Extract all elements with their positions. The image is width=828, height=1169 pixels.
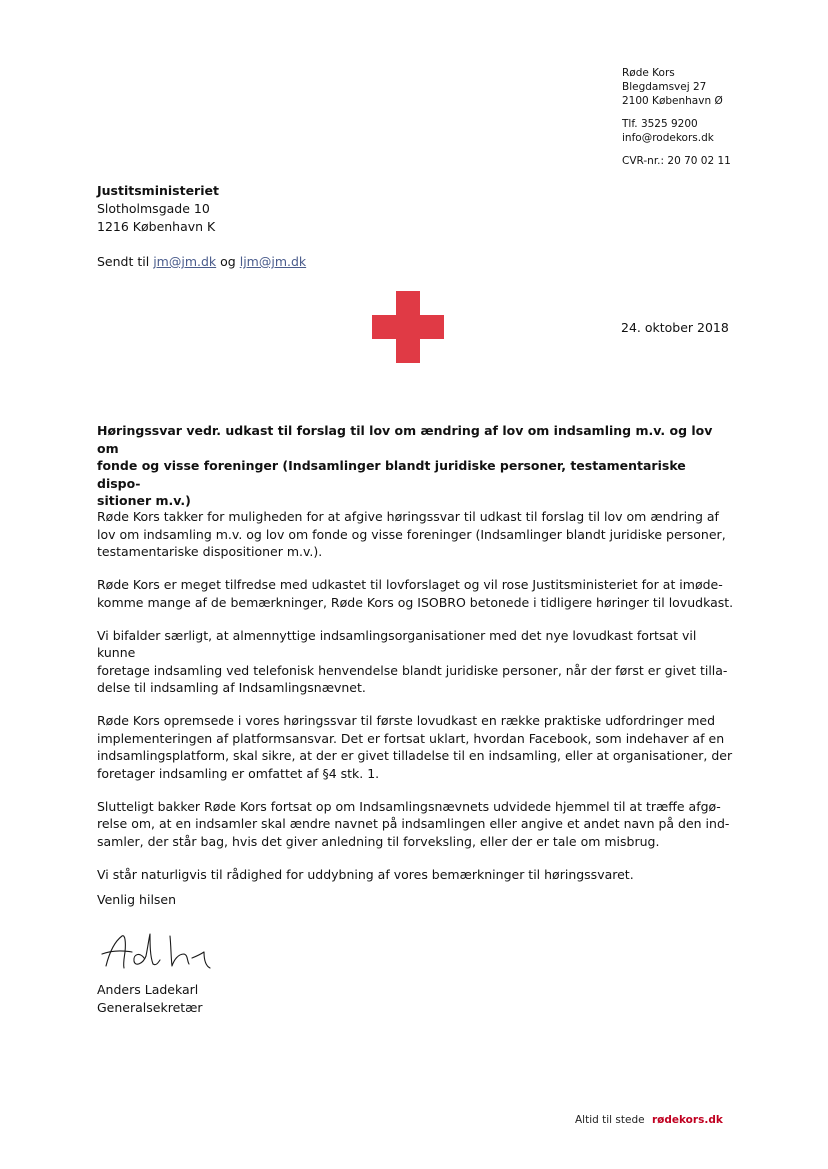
body-paragraph [97,798,737,851]
body-paragraph [97,576,737,611]
body-line: samler, der står bag, hvis det giver anledning til forveksling, eller der er tale om misbrug. [97,833,660,849]
red-cross-icon [372,291,444,363]
subject-line: Høringssvar vedr. udkast til forslag til lov om ændring af lov om indsamling m.v. og lov om [97,423,713,456]
handwritten-signature-icon [100,930,225,972]
body-paragraph [97,866,737,884]
body-line: foretager indsamling er omfattet af §4 stk. 1. [97,765,380,781]
recipient-email-link-1[interactable]: jm@jm.dk [153,254,217,269]
body-line: Slutteligt bakker Røde Kors fortsat op om Indsamlingsnævnets udvidede hjemmel til at træffe afgø- [97,798,721,814]
body-line: testamentariske dispositioner m.v.). [97,544,323,559]
letter-date: 24. oktober 2018 [621,320,729,335]
sent-to-line [97,253,306,271]
body-line: komme mange af de bemærkninger, Røde Kors og ISOBRO betonede i tidligere høringer til lovudkast. [97,594,734,610]
sender-street: Blegdamsvej 27 [622,81,707,93]
body-line: foretage indsamling ved telefonisk henvendelse blandt juridiske personer, når der først er givet tilla- [97,662,728,678]
body-paragraph [97,712,737,782]
closing-greeting: Venlig hilsen [97,892,177,907]
recipient-email-link-2[interactable]: ljm@jm.dk [239,254,307,269]
body-paragraph [97,627,737,697]
sender-address [622,66,731,168]
footer-tagline: Altid til stede [575,1114,645,1126]
recipient-city: 1216 København K [97,219,216,234]
sender-phone: Tlf. 3525 9200 [622,118,698,130]
sender-cvr: CVR-nr.: 20 70 02 11 [622,155,731,167]
sent-to-prefix: Sendt til [97,254,150,269]
letter-body [97,508,737,899]
body-paragraph [97,508,737,561]
body-line: Røde Kors opremsede i vores høringssvar til første lovudkast en række praktiske udfordringer med [97,713,716,728]
signer-name: Anders Ladekarl [97,982,199,997]
recipient-street: Slotholmsgade 10 [97,201,210,216]
body-line: implementeringen af platformsansvar. Det er fortsat uklart, hvordan Facebook, som indehaver af en [97,730,725,746]
subject-line: fonde og visse foreninger (Indsamlinger blandt juridiske personer, testamentariske dispo- [97,458,686,491]
recipient-name: Justitsministeriet [97,183,219,198]
footer [575,1113,723,1127]
body-line: indsamlingsplatform, skal sikre, at der er givet tilladelse til en indsamling, eller at organisationer, der [97,748,733,763]
body-line: Vi står naturligvis til rådighed for uddybning af vores bemærkninger til høringssvaret. [97,866,634,882]
signer-block [97,981,203,1016]
recipient-address [97,182,219,236]
signer-title: Generalsekretær [97,999,203,1015]
body-line: Røde Kors er meget tilfredse med udkastet til lovforslaget og vil rose Justitsministeriet for at imøde- [97,577,723,592]
body-line: relse om, at en indsamler skal ændre navnet på indsamlingen eller angive et andet navn på den ind- [97,816,730,831]
subject-line: sitioner m.v.) [97,493,191,508]
letter-subject [97,422,727,510]
sender-email: info@rodekors.dk [622,132,714,144]
body-line: Vi bifalder særligt, at almennyttige indsamlingsorganisationer med det nye lovudkast fortsat vil kunne [97,627,697,660]
body-line: delse til indsamling af Indsamlingsnævnet. [97,680,366,695]
footer-website-link[interactable]: rødekors.dk [651,1114,723,1126]
sender-city: 2100 København Ø [622,95,723,107]
sent-to-joiner: og [220,254,236,269]
body-line: lov om indsamling m.v. og lov om fonde og visse foreninger (Indsamlinger blandt juridiske personer, [97,526,726,542]
sender-org: Røde Kors [622,67,675,79]
body-line: Røde Kors takker for muligheden for at afgive høringssvar til udkast til forslag til lov om ændring af [97,509,719,524]
